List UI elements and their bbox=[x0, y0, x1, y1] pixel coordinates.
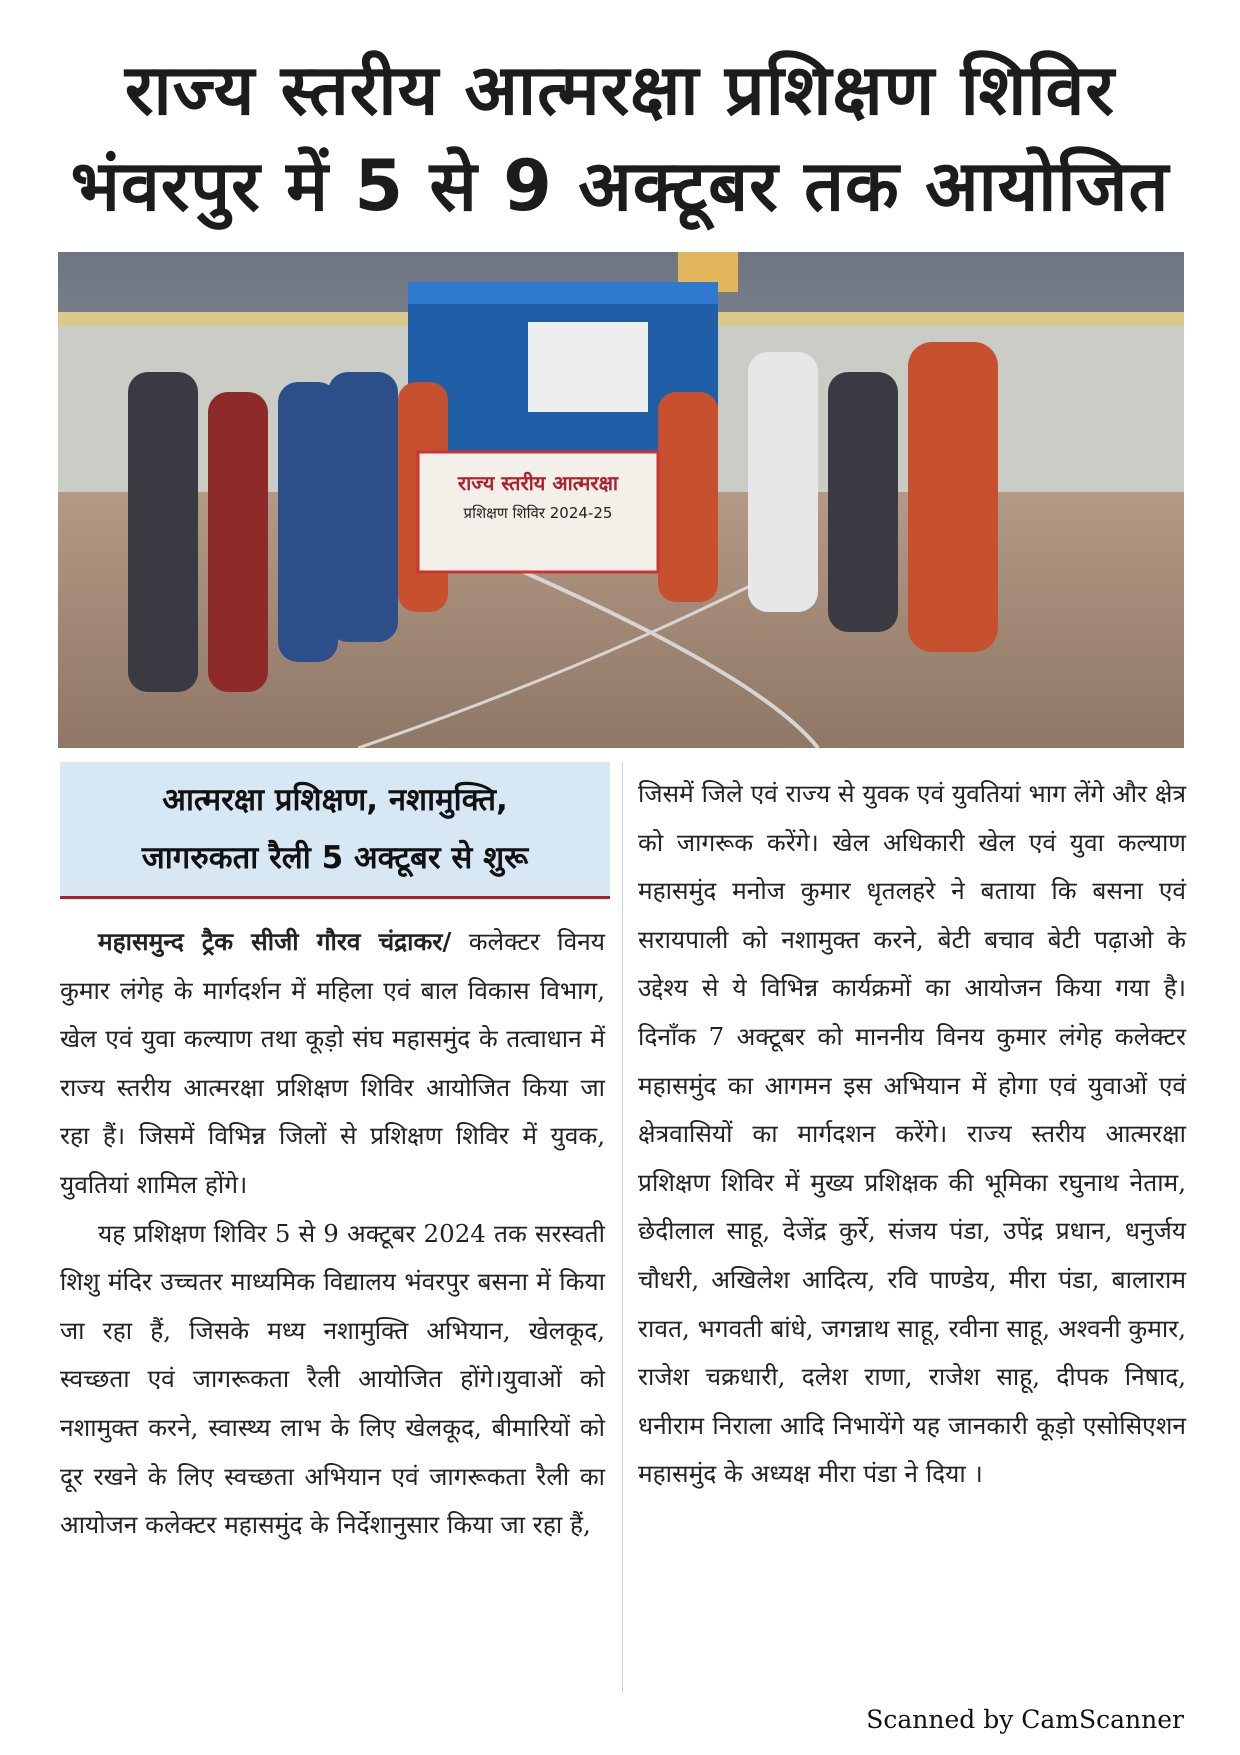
column-divider bbox=[622, 762, 623, 1692]
article-paragraph-3: जिसमें जिले एवं राज्य से युवक एवं युवतियां भाग लेंगे और क्षेत्र को जागरूक करेंगे। खेल अधिकारी खेल एवं युवा कल्याण महासमुंद मनोज कुमार धृतलहरे ने बताया कि बसना एवं सरायपाली को नशामुक्त करने, बेटी बचाव बेटी पढ़ाओ के उद्देश्य से ये विभिन्न कार्यक्रमों का आयोजन किया गया है। दिनाँक 7 अक्टूबर को माननीय विनय कुमार लंगेह कलेक्टर महासमुंद का आगमन इस अभियान में होगा एवं युवाओं एवं क्षेत्रवासियों का मार्गदशन करेंगे। राज्य स्तरीय आत्मरक्षा प्रशिक्षण शिविर में मुख्य प्रशिक्षक की भूमिका रघुनाथ नेताम, छेदीलाल साहू, देजेंद्र कुर्रे, संजय पंडा, उपेंद्र प्रधान, धनुर्जय चौधरी, अखिलेश आदित्य, रवि पाण्डेय, मीरा पंडा, बालाराम रावत, भगवती बांधे, जगन्नाथ साहू, रवीना साहू, अश्वनी कुमार, राजेश चक्रधारी, दलेश राणा, राजेश साहू, दीपक निषाद, धनीराम निराला आदि निभायेंगे यह जानकारी कूड़ो एसोसिएशन महासमुंद के अध्यक्ष मीरा पंडा ने दिया । bbox=[638, 779, 1186, 1489]
banner-text-1: राज्य स्तरीय आत्मरक्षा bbox=[457, 471, 619, 495]
article-paragraph-1: कलेक्टर विनय कुमार लंगेह के मार्गदर्शन में महिला एवं बाल विकास विभाग, खेल एवं युवा कल्याण तथा कूड़ो संघ महासमुंद के तत्वाधान में राज्य स्तरीय आत्मरक्षा प्रशिक्षण शिविर आयोजित किया जा रहा हैं। जिसमें विभिन्न जिलों से प्रशिक्षण शिविर में युवक, युवतियां शामिल होंगे। bbox=[60, 927, 605, 1199]
headline-line-2: भंवरपुर में 5 से 9 अक्टूबर तक आयोजित bbox=[70, 145, 1170, 227]
scanner-watermark: Scanned by CamScanner bbox=[866, 1705, 1184, 1734]
subheadline-line-2: जागरुकता रैली 5 अक्टूबर से शुरू bbox=[141, 840, 529, 876]
article-paragraph-2: यह प्रशिक्षण शिविर 5 से 9 अक्टूबर 2024 तक सरस्वती शिशु मंदिर उच्चतर माध्यमिक विद्यालय भंवरपुर बसना में किया जा रहा हैं, जिसके मध्य नशामुक्ति अभियान, खेलकूद, स्वच्छता एवं जागरूकता रैली आयोजित होंगे।युवाओं को नशामुक्त करने, स्वास्थ्य लाभ के लिए खेलकूद, बीमारियों को दूर रखने के लिए स्वच्छता अभियान एवं जागरूकता रैली का आयोजन कलेक्टर महासमुंद के निर्देशानुसार किया जा रहा हैं, bbox=[60, 1218, 605, 1540]
news-photo bbox=[58, 252, 1184, 748]
headline-line-1: राज्य स्तरीय आत्मरक्षा प्रशिक्षण शिविर bbox=[124, 49, 1116, 131]
banner-text-2: प्रशिक्षण शिविर 2024-25 bbox=[463, 504, 613, 522]
subheadline-line-1: आत्मरक्षा प्रशिक्षण, नशामुक्ति, bbox=[162, 782, 508, 818]
article-column-right bbox=[638, 770, 1186, 1499]
article-column-left bbox=[60, 918, 605, 1550]
subheadline-rule bbox=[60, 896, 610, 899]
byline: महासमुन्द ट्रैक सीजी गौरव चंद्राकर/ bbox=[98, 927, 452, 956]
